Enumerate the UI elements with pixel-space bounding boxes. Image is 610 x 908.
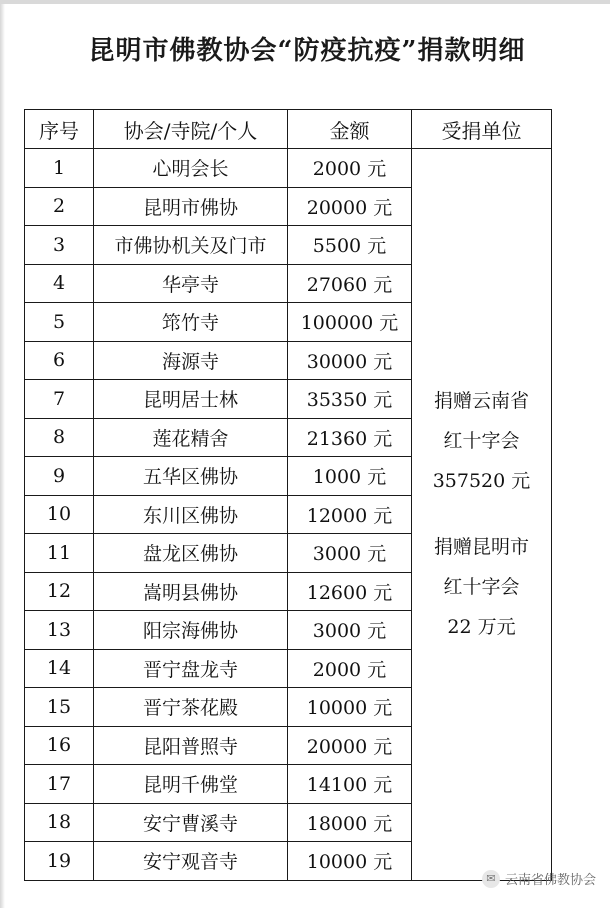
row-donor: 市佛协机关及门市 — [94, 226, 288, 265]
top-border — [0, 0, 610, 4]
row-amount: 10000 元 — [288, 842, 412, 881]
row-amount: 10000 元 — [288, 688, 412, 727]
row-donor: 安宁观音寺 — [94, 842, 288, 881]
row-amount: 3000 元 — [288, 534, 412, 573]
row-amount: 35350 元 — [288, 380, 412, 419]
row-amount: 2000 元 — [288, 649, 412, 688]
row-number: 16 — [25, 726, 94, 765]
row-donor: 东川区佛协 — [94, 495, 288, 534]
watermark-text: 云南省佛教协会 — [504, 873, 596, 888]
row-number: 13 — [25, 611, 94, 650]
row-number: 9 — [25, 457, 94, 496]
row-donor: 五华区佛协 — [94, 457, 288, 496]
recipient-cell — [412, 149, 552, 881]
row-donor: 海源寺 — [94, 341, 288, 380]
row-donor: 昆明市佛协 — [94, 187, 288, 226]
row-number: 5 — [25, 303, 94, 342]
row-donor: 昆明居士林 — [94, 380, 288, 419]
row-amount: 1000 元 — [288, 457, 412, 496]
row-amount: 30000 元 — [288, 341, 412, 380]
row-number: 17 — [25, 765, 94, 804]
row-number: 14 — [25, 649, 94, 688]
row-number: 10 — [25, 495, 94, 534]
row-number: 7 — [25, 380, 94, 419]
recipient-line: 22 万元 — [447, 616, 516, 639]
row-donor: 晋宁盘龙寺 — [94, 649, 288, 688]
document-title: 昆明市佛教协会“防疫抗疫”捐款明细 — [88, 36, 526, 66]
header-recipient: 受捐单位 — [412, 110, 552, 149]
row-donor: 华亭寺 — [94, 264, 288, 303]
recipient-line: 捐赠昆明市 — [433, 536, 529, 559]
row-amount: 5500 元 — [288, 226, 412, 265]
row-amount: 100000 元 — [288, 303, 412, 342]
row-amount: 12000 元 — [288, 495, 412, 534]
header-amount: 金额 — [288, 110, 412, 149]
row-number: 12 — [25, 572, 94, 611]
row-donor: 嵩明县佛协 — [94, 572, 288, 611]
row-donor: 心明会长 — [94, 149, 288, 188]
donation-table — [24, 109, 552, 881]
row-number: 8 — [25, 418, 94, 457]
row-amount: 14100 元 — [288, 765, 412, 804]
row-amount: 21360 元 — [288, 418, 412, 457]
row-number: 15 — [25, 688, 94, 727]
row-donor: 晋宁茶花殿 — [94, 688, 288, 727]
row-amount: 27060 元 — [288, 264, 412, 303]
table-header-row — [25, 110, 552, 149]
row-donor: 昆明千佛堂 — [94, 765, 288, 804]
row-donor: 安宁曹溪寺 — [94, 803, 288, 842]
row-number: 4 — [25, 264, 94, 303]
table-row — [25, 149, 552, 188]
recipient-line: 红十字会 — [443, 430, 520, 453]
row-number: 18 — [25, 803, 94, 842]
recipient-line: 捐赠云南省 — [433, 390, 529, 413]
row-amount: 20000 元 — [288, 187, 412, 226]
row-number: 11 — [25, 534, 94, 573]
recipient-gap — [412, 501, 551, 527]
row-number: 19 — [25, 842, 94, 881]
recipient-line: 357520 元 — [432, 470, 531, 493]
row-amount: 12600 元 — [288, 572, 412, 611]
left-edge-shadow — [0, 4, 5, 908]
row-amount: 2000 元 — [288, 149, 412, 188]
row-donor: 盘龙区佛协 — [94, 534, 288, 573]
row-donor: 昆阳普照寺 — [94, 726, 288, 765]
table-body — [25, 149, 552, 881]
row-amount: 20000 元 — [288, 726, 412, 765]
watermark — [482, 869, 596, 888]
recipient-line: 红十字会 — [443, 576, 520, 599]
row-number: 6 — [25, 341, 94, 380]
row-donor: 阳宗海佛协 — [94, 611, 288, 650]
header-donor: 协会/寺院/个人 — [94, 110, 288, 149]
row-amount: 18000 元 — [288, 803, 412, 842]
row-amount: 3000 元 — [288, 611, 412, 650]
row-number: 2 — [25, 187, 94, 226]
wechat-icon: ✉ — [482, 870, 500, 888]
row-number: 3 — [25, 226, 94, 265]
row-donor: 莲花精舍 — [94, 418, 288, 457]
row-number: 1 — [25, 149, 94, 188]
header-number: 序号 — [25, 110, 94, 149]
row-donor: 筇竹寺 — [94, 303, 288, 342]
